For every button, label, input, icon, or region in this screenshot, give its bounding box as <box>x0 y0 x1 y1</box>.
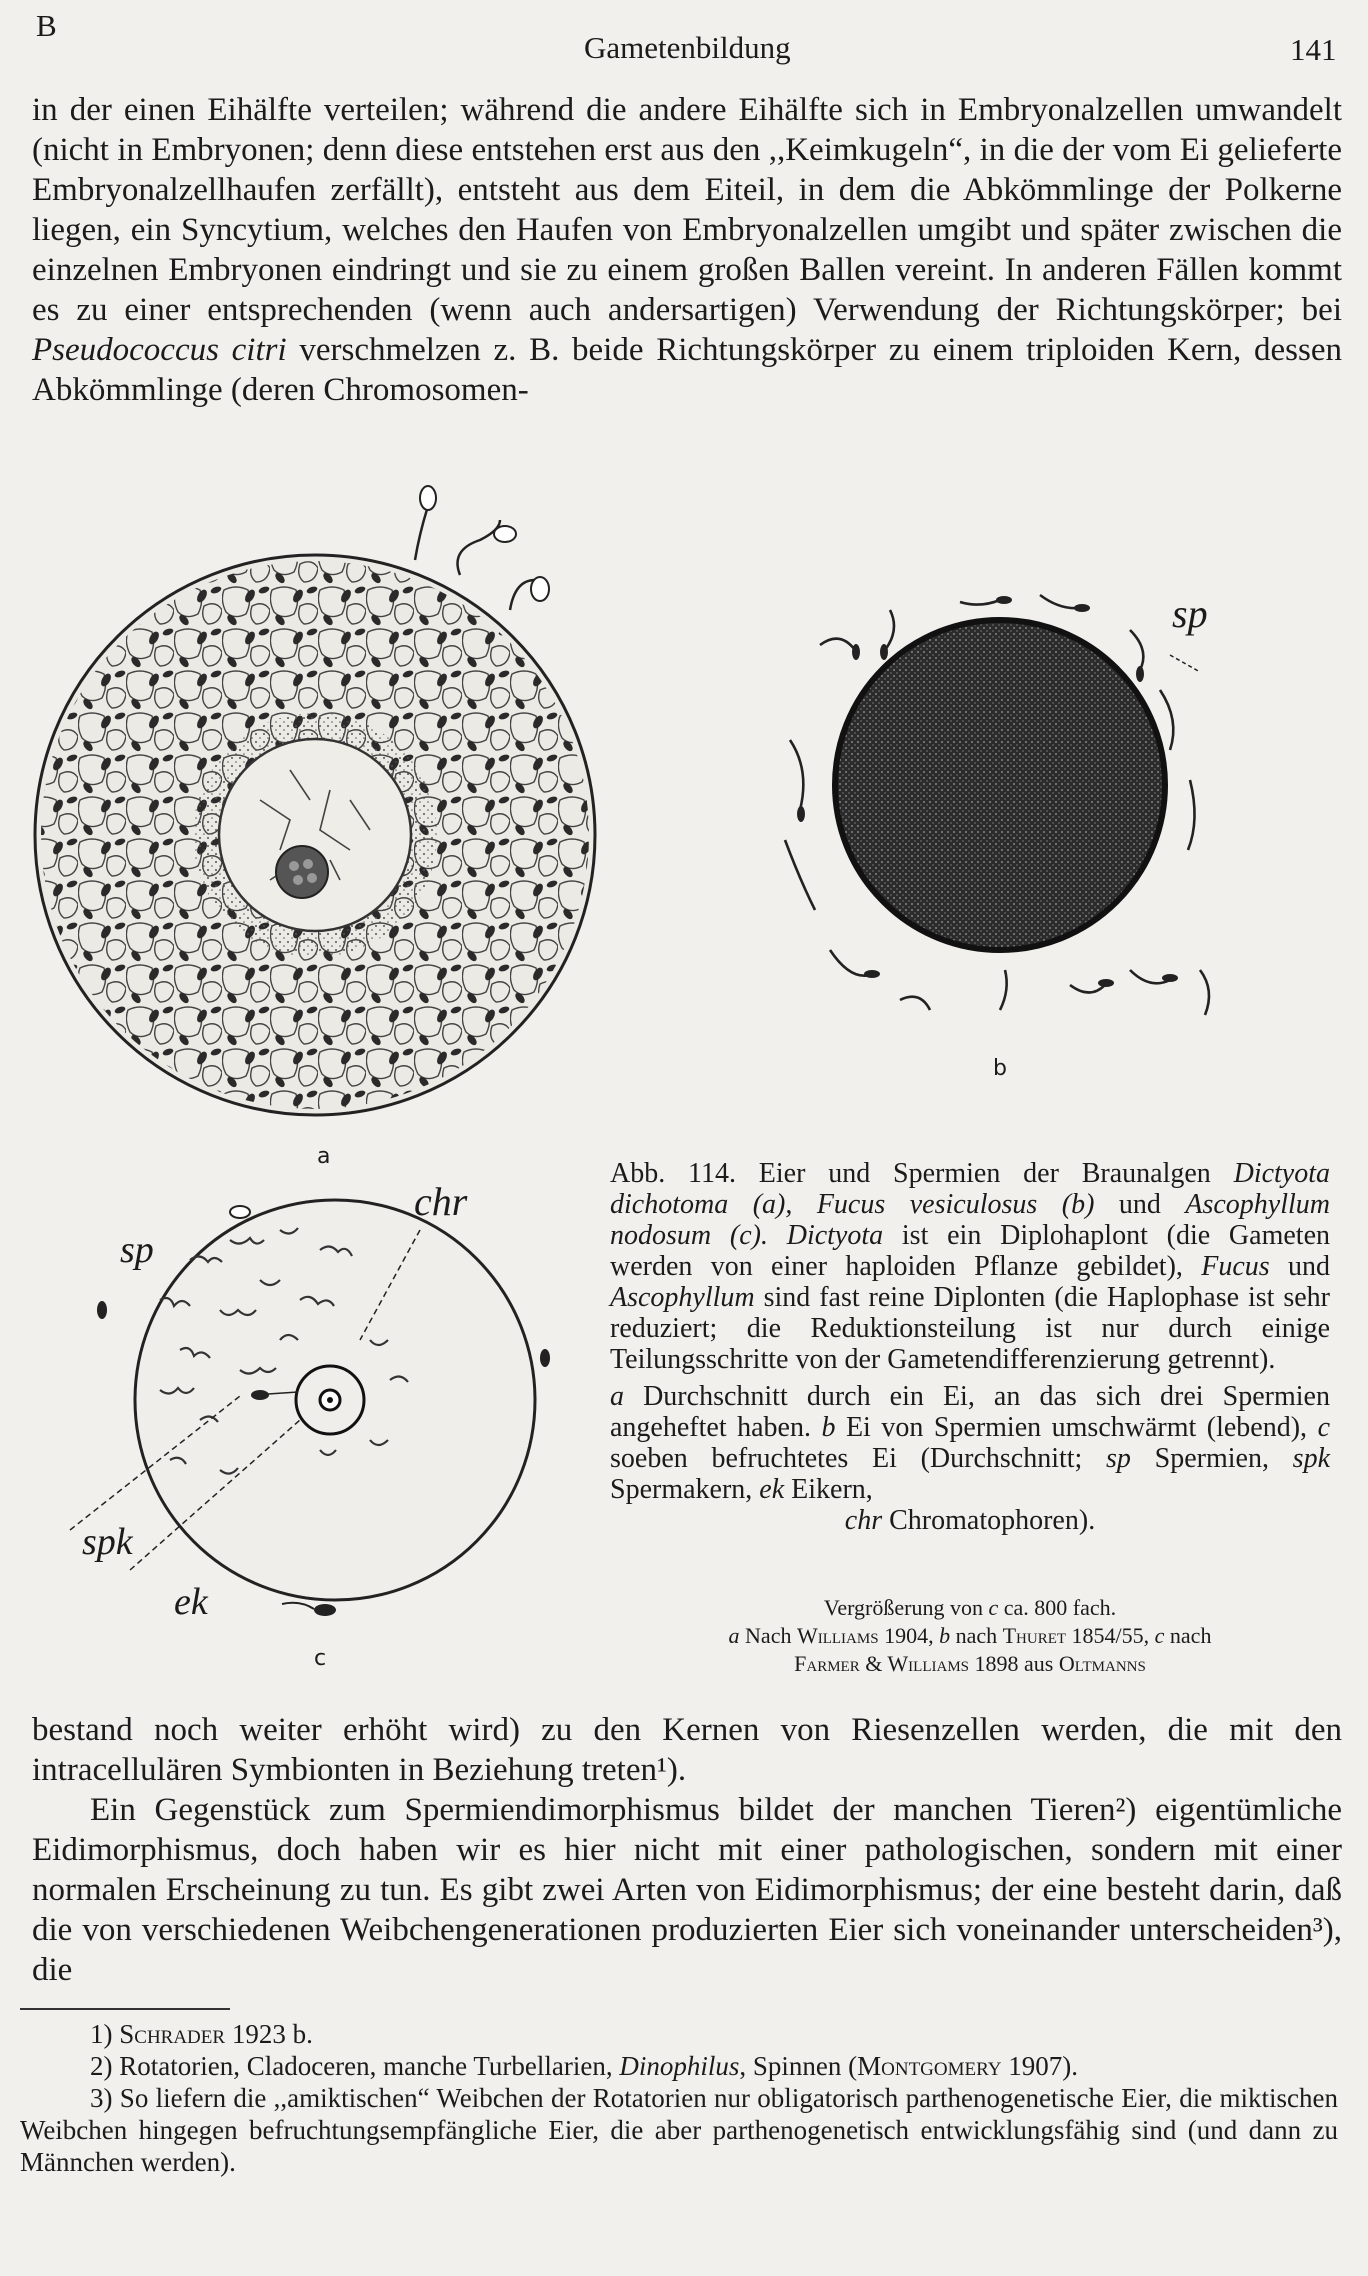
figure-credits <box>610 1594 1330 1678</box>
caption-text: und <box>1269 1251 1331 1282</box>
paragraph: bestand noch weiter erhöht wird) zu den Kernen von Riesenzellen werden, die mit den intracellulären Symbionten in Beziehung treten¹). <box>32 1712 1342 1788</box>
credit-author: Williams <box>796 1623 879 1648</box>
caption-text: Spermakern, <box>610 1474 760 1505</box>
footnote-number: 3) <box>90 2083 113 2113</box>
paragraph: Ein Gegenstück zum Spermiendimorphismus bildet der manchen Tieren²) eigentümliche Eidimorphismus, doch haben wir es hier nicht mit einer pathologischen, sondern mit einer normalen Erscheinung zu tun. Es gibt zwei Arten von Eidimorphismus; der eine besteht darin, daß die von verschiedenen Weibchengenerationen produzierten Eier sich voneinander unterscheiden³), die <box>32 1792 1342 1988</box>
footnote-text: Rotatorien, Cladoceren, manche Turbellarien, <box>112 2051 620 2081</box>
credit-text: nach <box>1164 1623 1212 1648</box>
credit-letter: b <box>939 1623 951 1648</box>
footnote-rule <box>20 2008 230 2010</box>
bottom-paragraphs <box>32 1710 1342 1990</box>
figure-b-label: b <box>993 1056 1007 1081</box>
credit-text: 1854/55, <box>1066 1623 1155 1648</box>
footnotes <box>20 2018 1338 2178</box>
footnote-author: Montgomery <box>857 2051 1002 2081</box>
caption-text: Spermien, <box>1130 1443 1293 1474</box>
top-paragraph-text2: verschmelzen z. B. beide Richtungskörper zu einem triploiden Kern, dessen Abkömmlinge (deren Chromosomen- <box>32 332 1342 408</box>
top-paragraph-text1: in der einen Eihälfte verteilen; während die andere Eihälfte sich in Embryonalzellen umwandelt (nicht in Embryonen; denn diese entstehen erst aus den ,,Keimkugeln“, in die der vom Ei gelieferte Embryonalzellhaufen zerfällt), entsteht aus dem Eiteil, in dem die Abkömmlinge der Polkerne liegen, ein Syncytium, welches den Haufen von Embryonalzellen umgibt und später zwischen die einzelnen Embryonen eindringt und sie zu einem großen Ballen vereint. In anderen Fällen kommt es zu einer entsprechenden (wenn auch andersartigen) Verwendung der Richtungskörper; bei <box>32 92 1342 328</box>
credit-letter: a <box>728 1623 740 1648</box>
caption-species: Fucus <box>1201 1251 1270 1282</box>
footnote-1 <box>20 2018 1338 2050</box>
figure-c-chr-label: chr <box>414 1179 468 1224</box>
credit-text: nach <box>950 1623 1003 1648</box>
figure-c-ek-label: ek <box>174 1581 208 1623</box>
caption-abbrev: ek <box>759 1474 785 1505</box>
species-name: Pseudococcus citri <box>32 332 287 368</box>
caption-text: Eikern, <box>784 1474 873 1505</box>
caption-text: Durchschnitt durch ein Ei, an das sich drei Spermien angeheftet haben. <box>610 1381 1330 1443</box>
credit-letter: c <box>988 1595 999 1620</box>
figure-b-egg <box>760 590 1240 1050</box>
caption-title: Abb. 114. <box>610 1158 736 1189</box>
footnote-species: Dinophilus <box>619 2051 740 2081</box>
caption-text: Chromatophoren). <box>882 1505 1096 1536</box>
page-number: 141 <box>1290 32 1337 67</box>
footnote-text: 1923 b. <box>225 2019 313 2049</box>
caption-text: und <box>1094 1189 1186 1220</box>
figure-b-sp-label: sp <box>1172 591 1208 636</box>
caption-text: Eier und Spermien der Braunalgen <box>736 1158 1234 1189</box>
footnote-text: 1907). <box>1001 2051 1078 2081</box>
top-paragraph <box>32 90 1342 410</box>
credit-text: ca. 800 fach. <box>998 1595 1117 1620</box>
caption-text: ist ein Diplohaplont (die Gameten werden von einer haploiden Pflanze gebildet), <box>610 1220 1330 1282</box>
caption-text: sind fast reine Diplonten (die Haplophase ist sehr reduziert; die Reduktionsteilung ist nur durch einige Teilungsschritte von der Gametendifferenzierung getrennt). <box>610 1282 1330 1375</box>
caption-letter: b <box>821 1412 836 1443</box>
credit-letter: c <box>1154 1623 1165 1648</box>
caption-letter: c <box>1317 1412 1330 1443</box>
caption-species: Ascophyllum <box>610 1282 755 1313</box>
figure-c-label: c <box>314 1646 327 1671</box>
caption-abbrev: chr <box>844 1505 883 1536</box>
caption-species: Dictyota dichotoma (a), Fucus vesiculosus (b) <box>610 1158 1331 1220</box>
figure-caption <box>610 1158 1330 1536</box>
running-head: Gametenbildung <box>584 30 791 65</box>
footnote-2 <box>20 2050 1338 2082</box>
figure-c-spk-label: spk <box>82 1521 133 1563</box>
credit-text: Vergrößerung von <box>823 1595 989 1620</box>
credit-text: 1898 aus <box>969 1651 1059 1676</box>
credit-author: Oltmanns <box>1058 1651 1146 1676</box>
credit-text: 1904, <box>878 1623 940 1648</box>
caption-abbrev: sp <box>1106 1443 1131 1474</box>
figure-a-egg <box>30 500 610 1140</box>
corner-mark: B <box>36 8 57 43</box>
credit-author: Thuret <box>1002 1623 1067 1648</box>
figure-a-label: a <box>317 1144 331 1169</box>
footnote-text: So liefern die ,,amiktischen“ Weibchen der Rotatorien nur obligatorisch parthenogenetische Eier, die miktischen Weibchen hingegen befruchtungsempfängliche Eier, die aber parthenogenetisch entwicklungsfähig sind (und dann zu Männchen werden). <box>20 2083 1338 2177</box>
figure-c-egg <box>120 1190 560 1620</box>
caption-abbrev: spk <box>1292 1443 1330 1474</box>
figure-c-sp-label: sp <box>120 1229 154 1271</box>
footnote-text: , Spinnen ( <box>739 2051 858 2081</box>
footnote-author: Schrader <box>119 2019 226 2049</box>
caption-text: soeben befruchtetes Ei (Durchschnitt; <box>610 1443 1107 1474</box>
footnote-3 <box>20 2082 1338 2178</box>
caption-text: Ei von Spermien umschwärmt (lebend), <box>835 1412 1318 1443</box>
footnote-number: 2) <box>90 2051 113 2081</box>
credit-author: Farmer & Williams <box>794 1651 970 1676</box>
caption-letter: a <box>610 1381 624 1412</box>
caption-species: Ascophyllum nodosum (c). Dictyota <box>610 1189 1330 1251</box>
footnote-number: 1) <box>90 2019 113 2049</box>
credit-text: Nach <box>739 1623 797 1648</box>
